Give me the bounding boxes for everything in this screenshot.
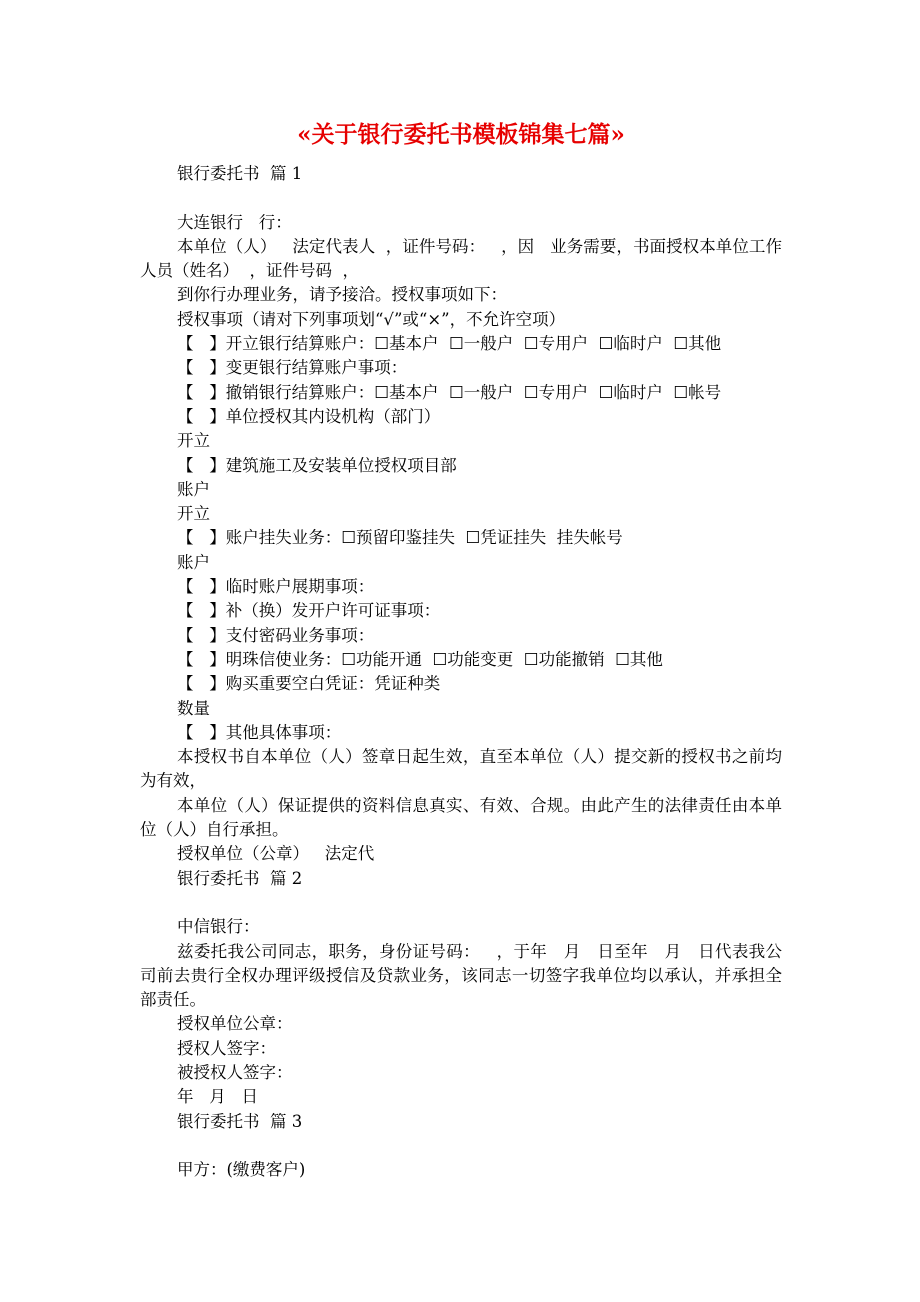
paragraph: 开立 (177, 504, 210, 524)
blank-line (140, 1134, 782, 1158)
blank-line (140, 891, 782, 915)
paragraph: 【 】账户挂失业务：☐预留印鉴挂失 ☐凭证挂失 挂失帐号 (177, 528, 623, 548)
paragraph: 【 】支付密码业务事项： (177, 625, 375, 645)
paragraph: 【 】单位授权其内设机构（部门） (177, 406, 441, 426)
paragraph: 授权单位（公章） 法定代 (177, 844, 375, 864)
paragraph: 银行委托书 篇 3 (177, 1111, 303, 1131)
document-body (140, 162, 782, 1182)
paragraph: 本单位（人）保证提供的资料信息真实、有效、合规。由此产生的法律责任由本单位（人）自行承担。 (140, 795, 782, 840)
paragraph: 账户 (177, 479, 210, 499)
blank-line (140, 186, 782, 210)
paragraph: 【 】变更银行结算账户事项： (177, 358, 408, 378)
paragraph: 【 】临时账户展期事项： (177, 577, 375, 597)
paragraph: 到你行办理业务，请予接洽。授权事项如下： (177, 285, 507, 305)
paragraph: 银行委托书 篇 2 (177, 868, 303, 888)
paragraph: 【 】其他具体事项： (177, 722, 342, 742)
paragraph: 甲方：(缴费客户) (177, 1160, 306, 1180)
paragraph: 年 月 日 (177, 1087, 258, 1107)
paragraph: 授权事项（请对下列事项划“√”或“×”，不允许空项） (177, 309, 566, 329)
paragraph: 【 】开立银行结算账户：☐基本户 ☐一般户 ☐专用户 ☐临时户 ☐其他 (177, 334, 722, 354)
paragraph: 本单位（人） 法定代表人 ，证件号码： ，因 业务需要，书面授权本单位工作人员（姓名） ，证件号码 ， (140, 236, 782, 281)
paragraph: 数量 (177, 698, 210, 718)
paragraph: 大连银行 行： (177, 212, 292, 232)
paragraph: 【 】建筑施工及安装单位授权项目部 (177, 455, 457, 475)
paragraph: 【 】补（换）发开户许可证事项： (177, 601, 441, 621)
paragraph: 中信银行： (177, 917, 260, 937)
paragraph: 【 】购买重要空白凭证：凭证种类 (177, 674, 441, 694)
paragraph: 本授权书自本单位（人）签章日起生效，直至本单位（人）提交新的授权书之前均为有效， (140, 747, 782, 791)
paragraph: 账户 (177, 552, 210, 572)
document-title: «关于银行委托书模板锦集七篇» (297, 121, 625, 148)
paragraph: 被授权人签字： (177, 1062, 293, 1082)
paragraph: 授权单位公章： (177, 1014, 293, 1034)
paragraph: 【 】撤销银行结算账户：☐基本户 ☐一般户 ☐专用户 ☐临时户 ☐帐号 (177, 382, 722, 402)
document-page (140, 118, 782, 1182)
paragraph: 授权人签字： (177, 1038, 276, 1058)
paragraph: 银行委托书 篇 1 (177, 164, 303, 183)
paragraph: 开立 (177, 431, 210, 451)
paragraph: 【 】明珠信使业务：☐功能开通 ☐功能变更 ☐功能撤销 ☐其他 (177, 649, 663, 669)
paragraph: 兹委托我公司同志，职务，身份证号码： ，于年 月 日至年 月 日代表我公司前去贵行全权办理评级授信及贷款业务，该同志一切签字我单位均以承认，并承担全部责任。 (140, 941, 782, 1010)
